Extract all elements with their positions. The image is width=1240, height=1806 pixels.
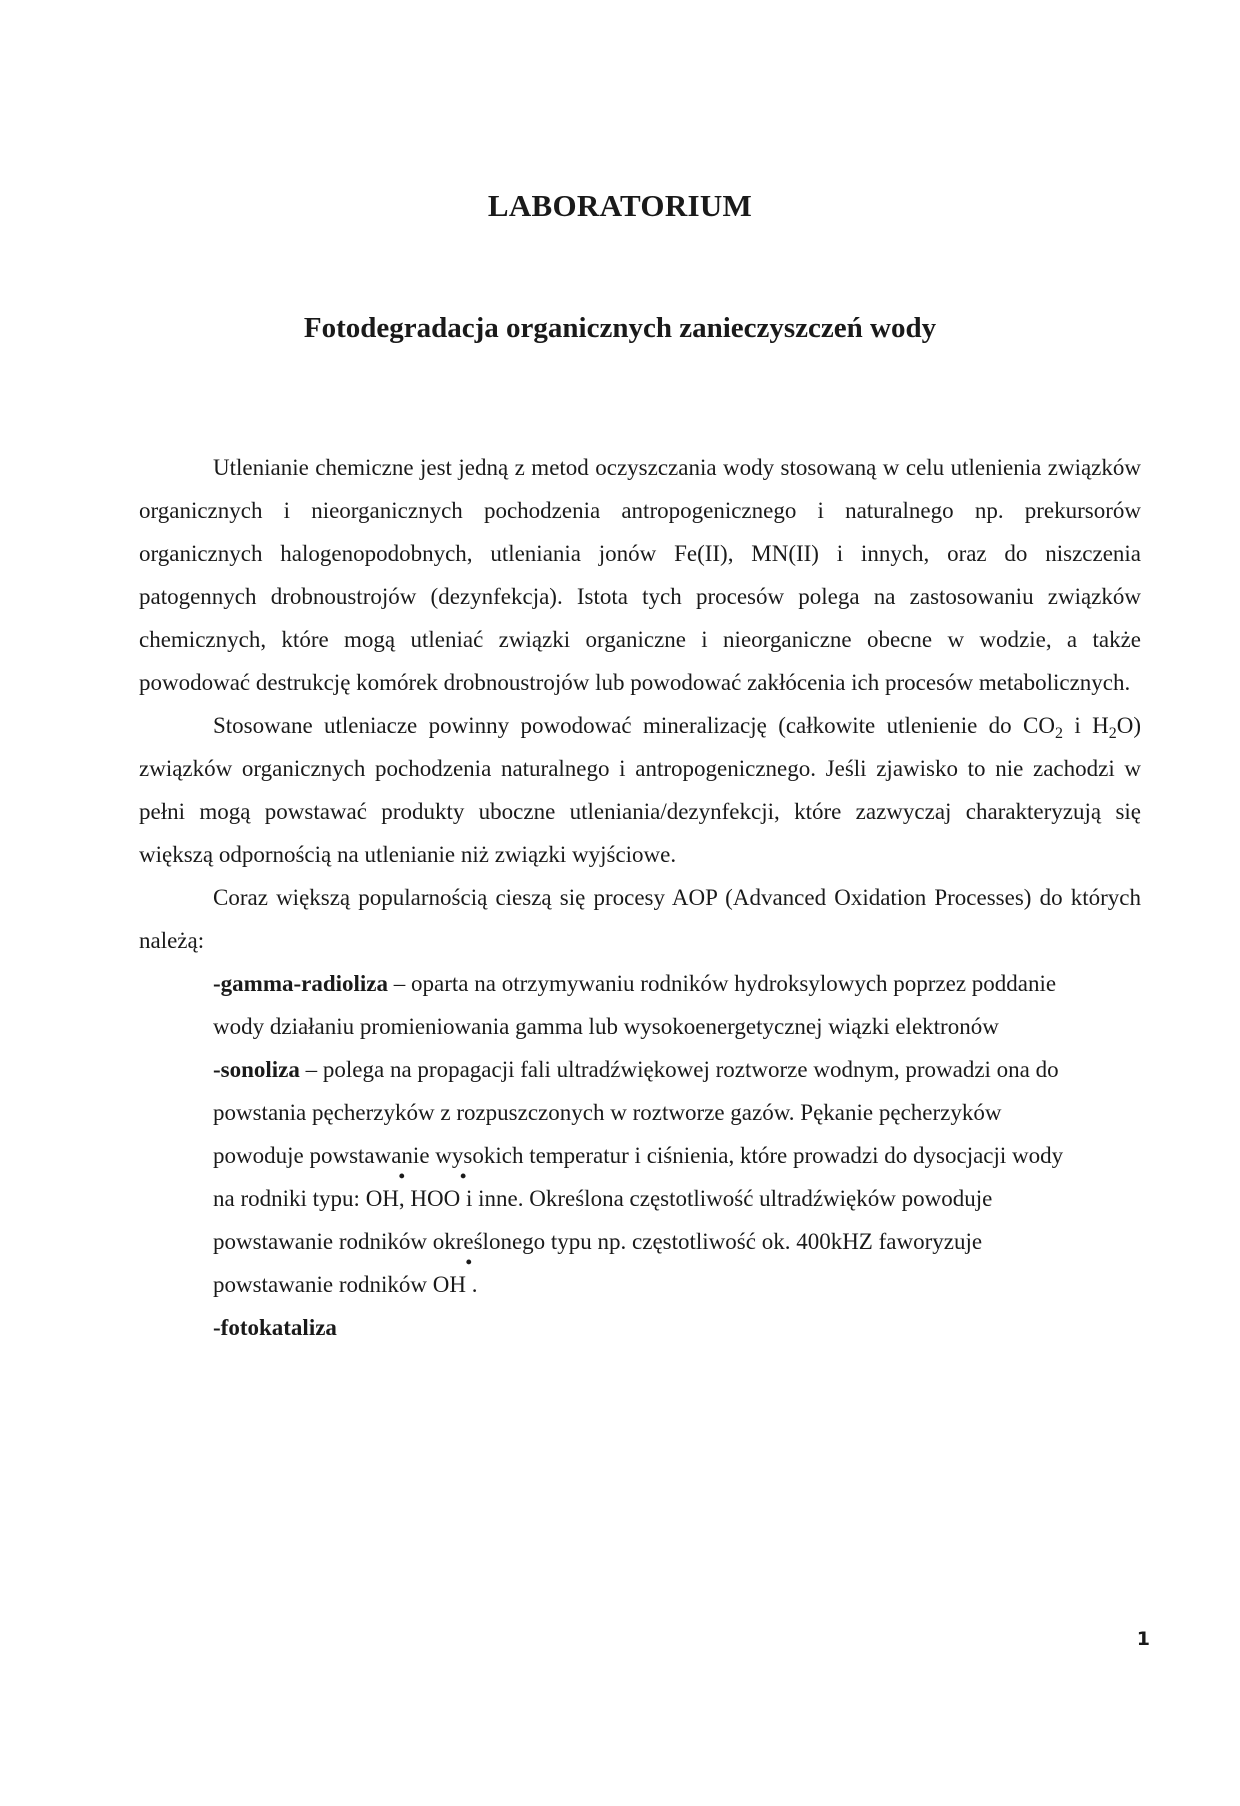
radical-oh [365,1166,405,1220]
radical-separator: , [398,1186,411,1211]
radical-oh-label: OH [365,1186,399,1211]
sonolysis-end: . [465,1272,478,1297]
paragraph-oxidizers-text-b: i H [1062,713,1109,738]
page-number: 1 [1136,1628,1150,1650]
h2o-subscript: 2 [1108,725,1117,742]
paragraph-oxidizers-text-a: Stosowane utleniacze powinny powodować mineralizację (całkowite utlenienie do CO [213,713,1055,738]
list-item-photocatalysis [213,1306,1071,1349]
document-title: LABORATORIUM [487,188,753,223]
term-photocatalysis: -fotokataliza [213,1315,337,1340]
radical-dot-icon: • [398,1166,405,1186]
sonolysis-description-b: i inne. Określona częstotliwość ultradźwięków powoduje powstawanie rodników określonego typu np. częstotliwość ok. 400kHZ faworyzuje powstawanie rodników [213,1186,993,1297]
paragraph-oxidation-intro: Utlenianie chemiczne jest jedną z metod oczyszczania wody stosowaną w celu utlenienia związków organicznych i nieorganicznych pochodzenia antropogenicznego i naturalnego np. prekursorów organicznych halogenopodobnych, utleniania jonów Fe(II), MN(II) i innych, oraz do niszczenia patogennych drobnoustrojów (dezynfekcja). Istota tych procesów polega na zastosowaniu związków chemicznych, które mogą utleniać związki organiczne i nieorganiczne obecne w wodzie, a także powodować destrukcję komórek drobnoustrojów lub powodować zakłócenia ich procesów metabolicznych. [139,455,1141,695]
document-body [139,446,1141,1349]
list-item-gamma-radiolysis [213,962,1071,1048]
list-item-sonolysis [213,1048,1071,1306]
radical-oh [432,1252,472,1306]
gamma-radiolysis-description: – oparta na otrzymywaniu rodników hydroksylowych poprzez poddanie wody działaniu promieniowania gamma lub wysokoenergetycznej wiązki elektronów [213,971,1057,1039]
radical-hoo-label: HOO [410,1186,461,1211]
radical-dot-icon: • [459,1166,467,1186]
paragraph-oxidizers [139,704,1141,876]
radical-dot-icon: • [465,1252,472,1272]
paragraph-oxidizers-text-c: O) związków organicznych pochodzenia naturalnego i antropogenicznego. Jeśli zjawisko to nie zachodzi w pełni mogą powstawać produkty uboczne utleniania/dezynfekcji, które zazwyczaj charakteryzują się większą odpornością na utlenianie niż związki wyjściowe. [139,713,1141,867]
term-sonolysis: -sonoliza [213,1057,300,1082]
radical-oh-label: OH [432,1272,466,1297]
paragraph-aop: Coraz większą popularnością cieszą się procesy AOP (Advanced Oxidation Processes) do których należą: [139,885,1141,953]
term-gamma-radiolysis: -gamma-radioliza [213,971,389,996]
radical-hoo [410,1166,467,1220]
sonolysis-description-a: – polega na propagacji fali ultradźwiękowej roztworze wodnym, prowadzi ona do powstania pęcherzyków z rozpuszczonych w roztworze gazów. Pękanie pęcherzyków powoduje powstawanie wysokich temperatur i ciśnienia, które prowadzi do dysocjacji wody na rodniki typu: [213,1057,1064,1211]
document-subtitle: Fotodegradacja organicznych zanieczyszczeń wody [303,312,937,344]
aop-process-list [213,962,1071,1349]
co2-subscript: 2 [1054,725,1063,742]
